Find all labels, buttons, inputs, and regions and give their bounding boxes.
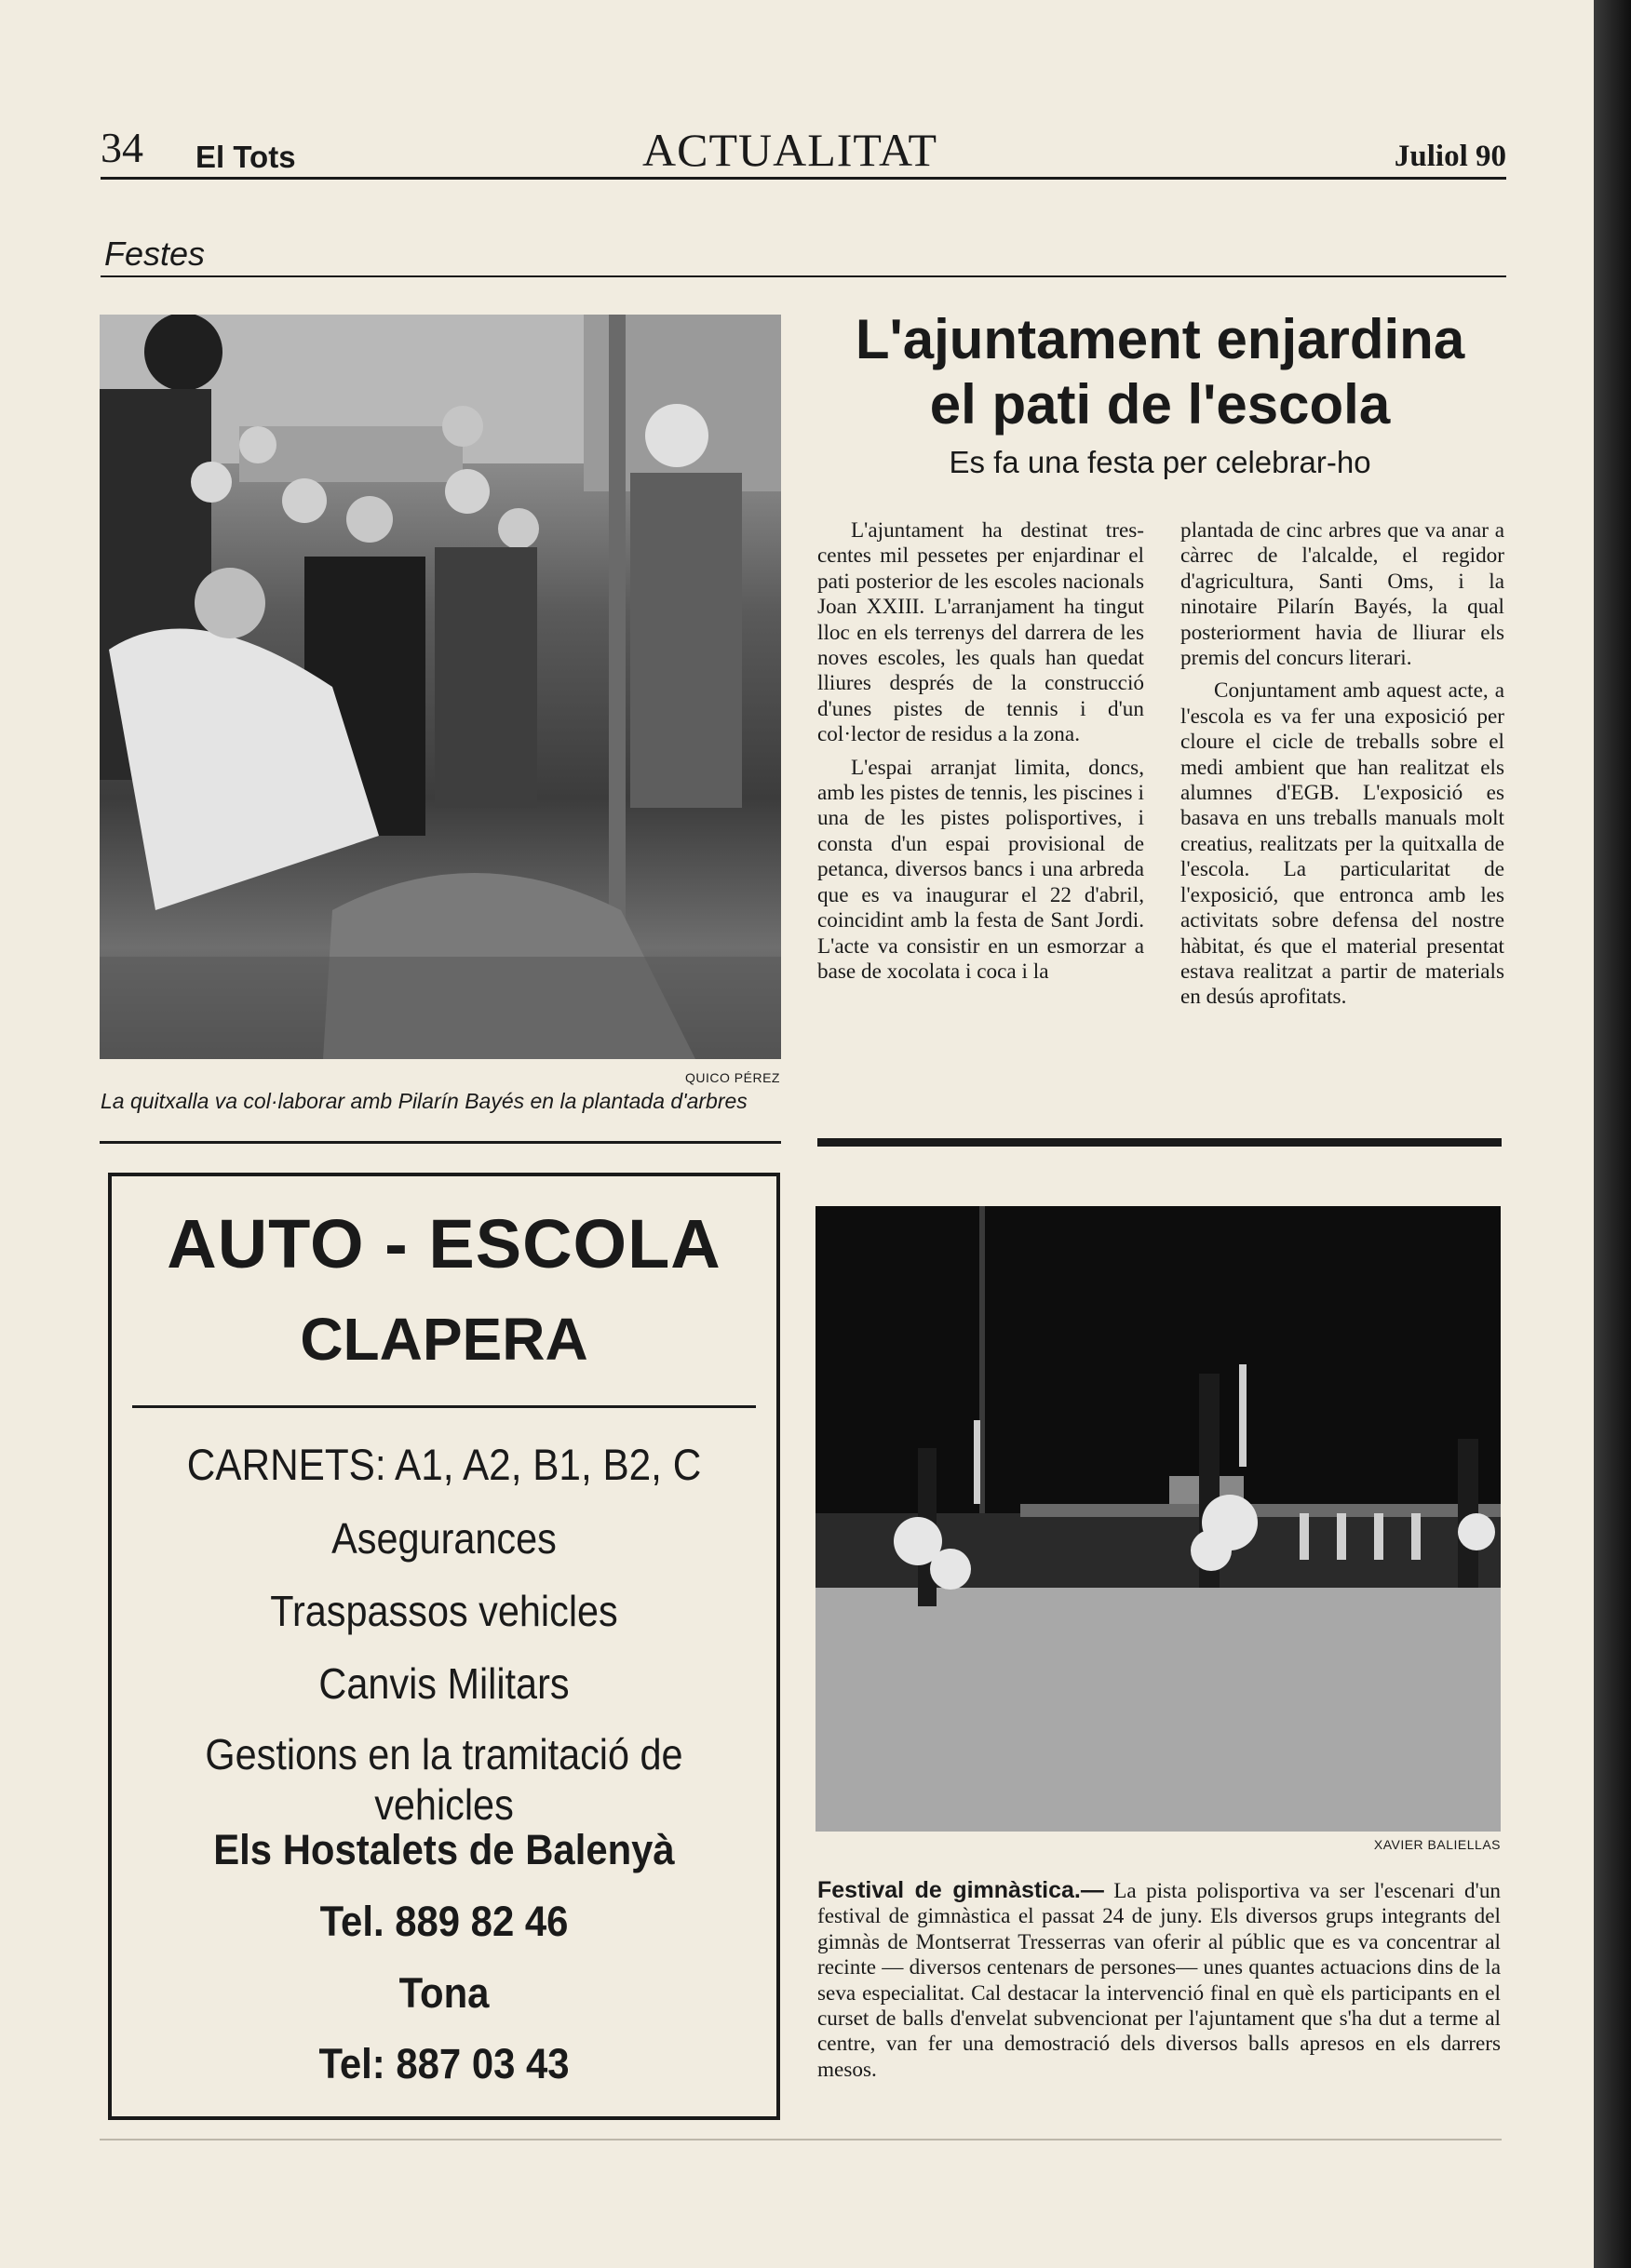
ad-service: Gestions en la tramitació de vehicles (205, 1730, 683, 1829)
headline-line-2: el pati de l'escola (929, 373, 1391, 436)
ad-title: AUTO - ESCOLA (167, 1205, 721, 1282)
article-end-rule (817, 1138, 1502, 1147)
section-title: ACTUALITAT (642, 124, 938, 176)
photo2-credit: XAVIER BALIELLAS (1373, 1837, 1501, 1852)
article-column-1 (817, 518, 1144, 985)
article-paragraph: Conjuntament amb aquest acte, a l'escola es va fer una exposició per cloure el cicle de treballs sobre el medi ambient que han realitzat els alumnes d'EGB. L'exposició es basava en uns treballs manuals molt creatius, realitzats per la quitxalla de l'escola. La particularitat de l'exposició, que entronca amb les activitats sobre defensa del nostre hàbitat, és que el material presentat estava realitzat a partir de materials en desús aprofitats. (1180, 678, 1504, 1010)
article-paragraph: plantada de cinc arbres que va anar a càrrec de l'alcalde, el regidor d'agricultura, Santi Oms, i la ninotaire Pilarín Bayés, la qual posteriorment havia de lliurar els premis del concurs literari. (1180, 518, 1504, 671)
subsection-rule (101, 275, 1506, 277)
ad-location-2: Tona (398, 1969, 490, 2017)
headline-line-1: L'ajuntament enjardina (855, 308, 1465, 370)
ad-carnets: CARNETS: A1, A2, B1, B2, C (186, 1440, 702, 1489)
ad-name: CLAPERA (300, 1306, 588, 1373)
ad-service: Asegurances (331, 1514, 557, 1563)
bottom-rule (100, 2139, 1502, 2141)
festival-text: La pista polisportiva va ser l'escenari d'un festival de gimnàstica el passat 24 de juny. Els diversos grups integrants del gimnàs de Montserrat Tresserras van oferir al públic que es va concentrar al recinte — diversos centenars de persones— unes quantes actuacions dins de la seva especialitat. Cal destacar la intervenció final en què els participants en el curset de balls d'envelat subvencionat per l'ajuntament que s'ha dut a terme al centre, van fer una demostració dels diversos balls apresos en els darrers mesos. (817, 1879, 1502, 2082)
article-column-2 (1180, 518, 1504, 1011)
ad-service: Traspassos vehicles (270, 1587, 618, 1635)
festival-lead: Festival de gimnàstica.— (817, 1877, 1104, 1903)
ad-divider (132, 1405, 756, 1408)
ad-location: Els Hostalets de Balenyà (213, 1826, 675, 1873)
photo1-rule (100, 1141, 781, 1144)
ad-phone-2: Tel: 887 03 43 (318, 2040, 570, 2087)
article-headline (806, 307, 1514, 437)
issue-date: Juliol 90 (1394, 140, 1506, 173)
ad-phone-1: Tel. 889 82 46 (319, 1898, 569, 1945)
auto-escola-advertisement (108, 1173, 780, 2120)
publication-name: El Tots (195, 140, 296, 174)
gymnastics-festival-photo (816, 1206, 1501, 1832)
article-subheadline: Es fa una festa per celebrar-ho (949, 445, 1371, 479)
festival-article (817, 1878, 1501, 2083)
photo1-caption: La quitxalla va col·laborar amb Pilarín Bayés en la plantada d'arbres (101, 1089, 748, 1113)
article-paragraph: L'ajuntament ha destinat tres-centes mil pessetes per enjardinar el pati posterior de les escoles nacionals Joan XXIII. L'arranjament ha tingut lloc en els terrenys del darrera de les noves escoles, les quals han quedat lliures després de la construcció d'unes pistes de tennis i d'un col·lector de residus a la zona. (817, 518, 1144, 747)
article-paragraph: L'espai arranjat limita, doncs, amb les pistes de tennis, les piscines i una de les pistes polisportives, i consta d'un espai provisional de petanca, diversos bancs i una arbreda que es va inaugurar el 22 d'abril, coincidint amb la festa de Sant Jordi. L'acte va consistir en un esmorzar a base de xocolata i coca i la (817, 755, 1144, 984)
tree-planting-photo (100, 315, 781, 1059)
photo1-credit: QUICO PÉREZ (685, 1070, 780, 1085)
page-number: 34 (101, 124, 143, 171)
header-rule (101, 177, 1506, 180)
subsection-label: Festes (104, 235, 206, 273)
ad-service: Canvis Militars (318, 1659, 570, 1708)
page-edge-shadow (1594, 0, 1631, 2268)
